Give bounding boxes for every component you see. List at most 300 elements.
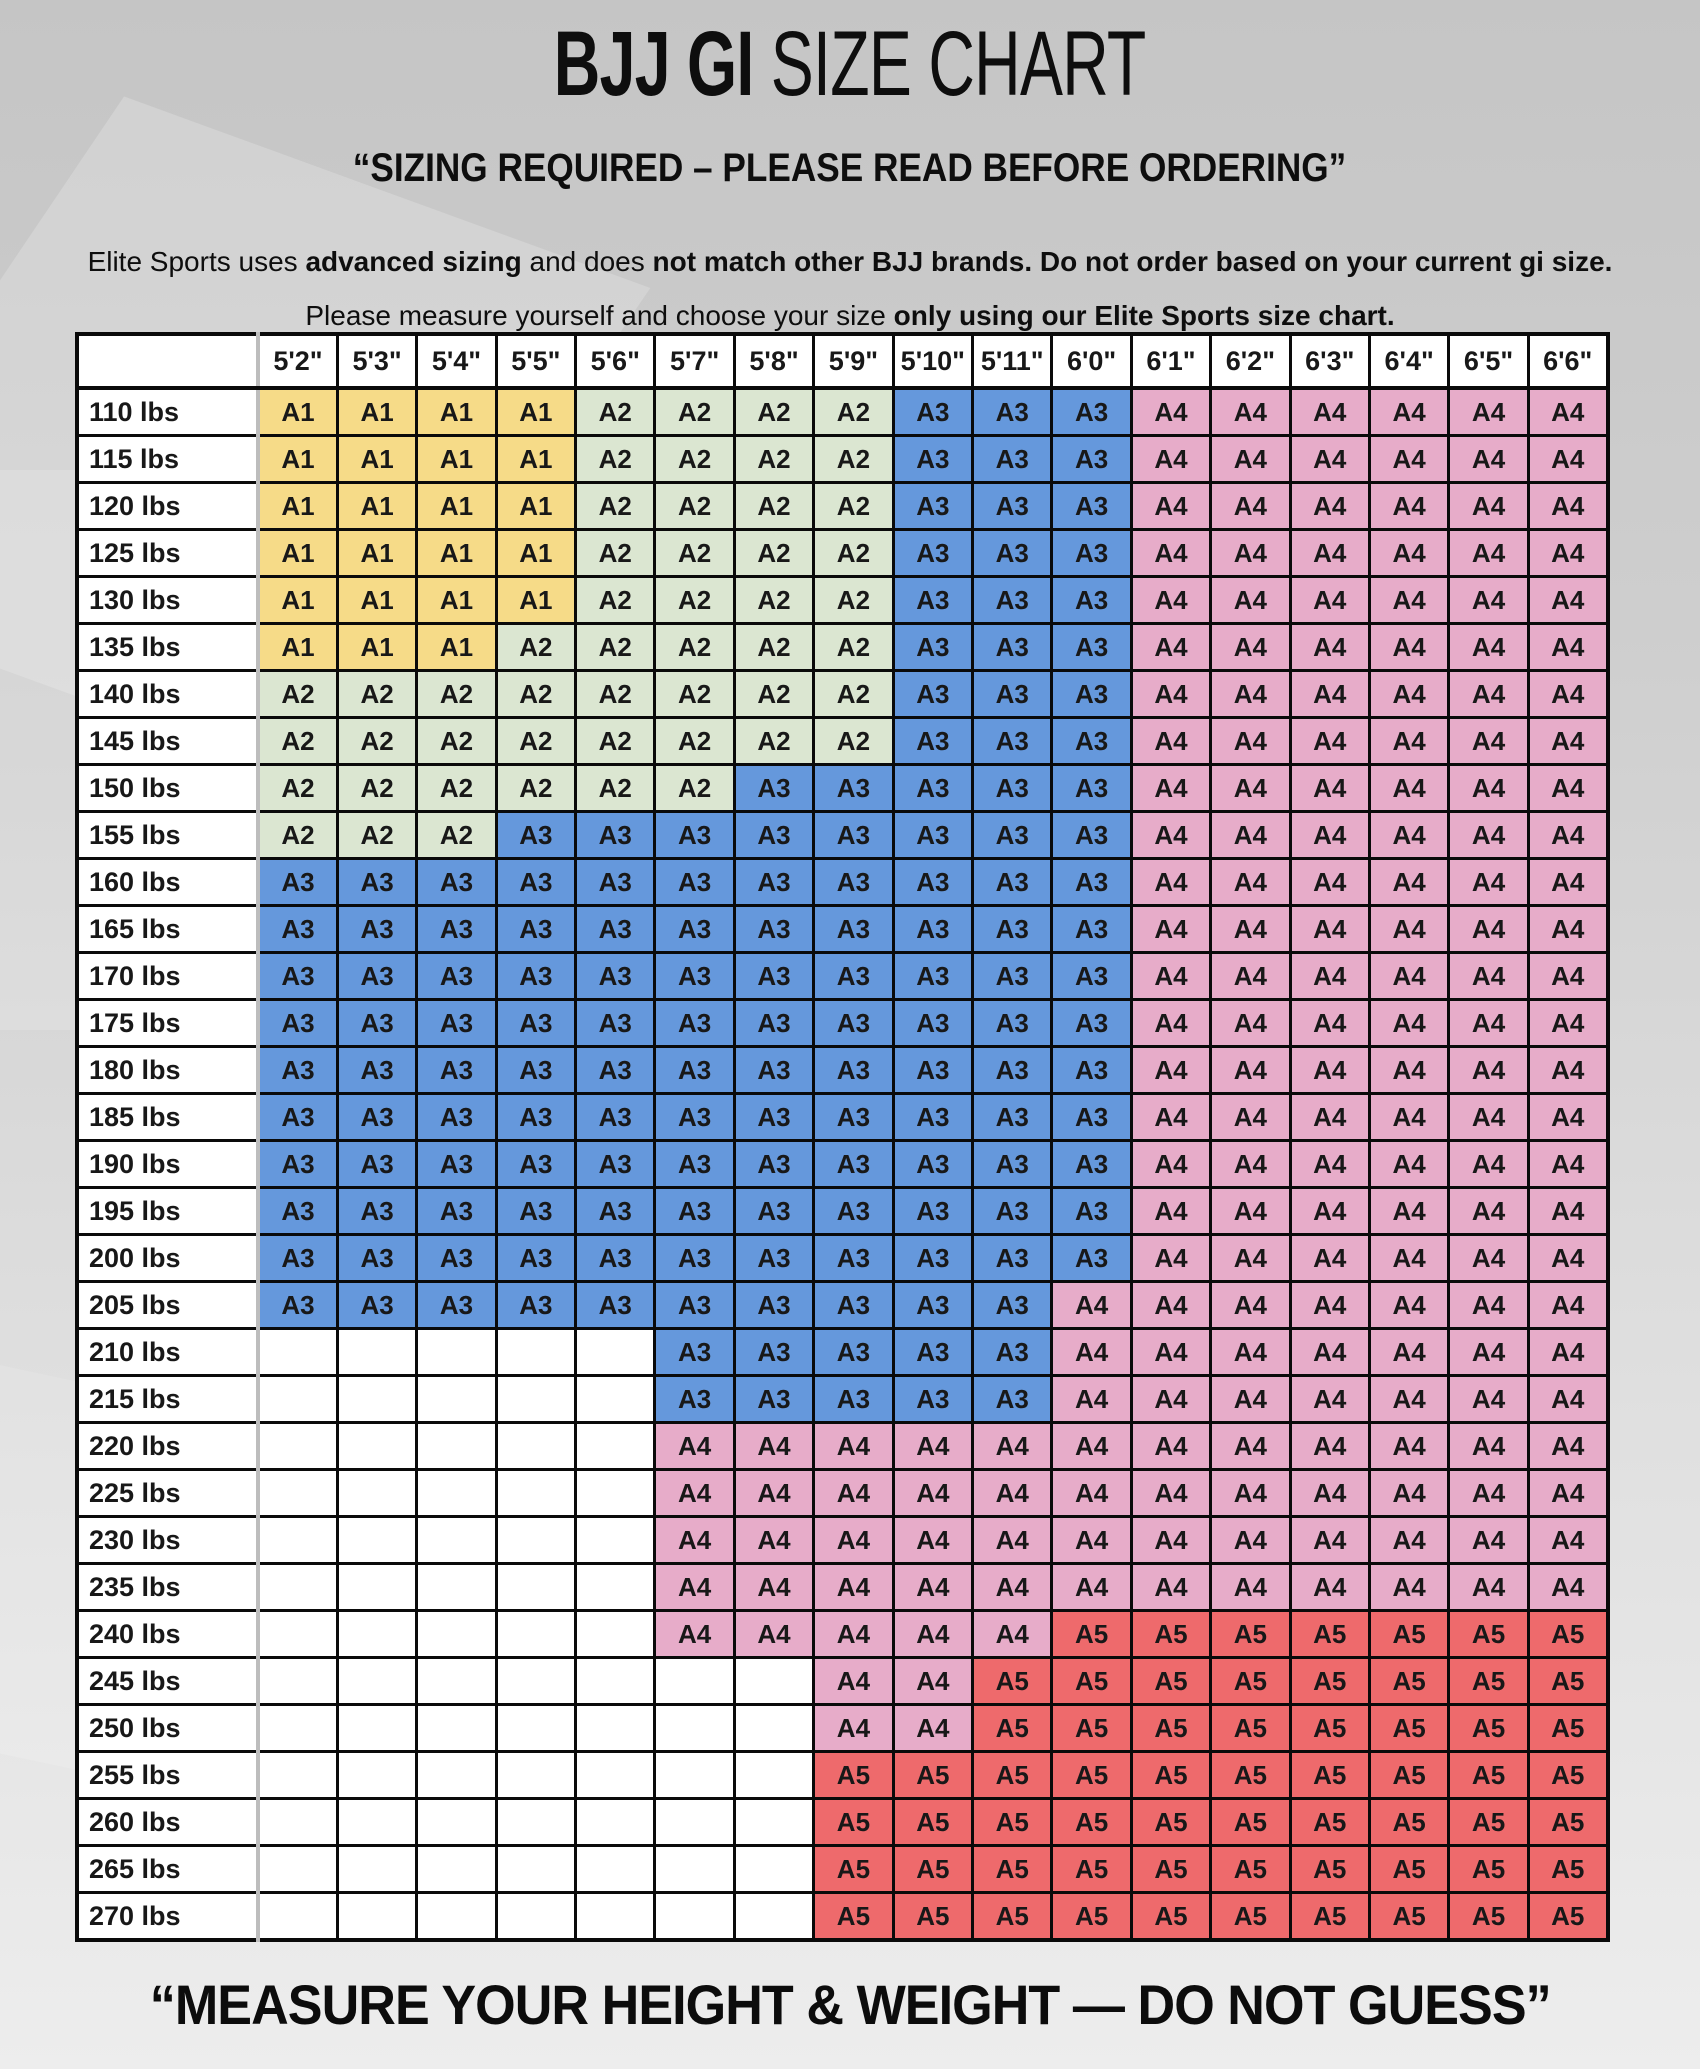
size-cell-a3: A3	[734, 812, 813, 859]
size-cell-a3: A3	[337, 1188, 416, 1235]
weight-row	[77, 1470, 1608, 1517]
size-cell-a3: A3	[655, 1376, 734, 1423]
intro-text-segment: Please measure yourself and choose your size	[305, 300, 894, 331]
size-cell-a4: A4	[1290, 1047, 1369, 1094]
height-header-cell: 5'9"	[814, 334, 893, 388]
weight-row	[77, 1564, 1608, 1611]
weight-label-cell: 250 lbs	[77, 1705, 258, 1752]
size-cell-a4: A4	[1211, 1188, 1290, 1235]
size-cell-empty	[734, 1705, 813, 1752]
size-cell-a2: A2	[258, 812, 337, 859]
height-header-cell: 5'10"	[893, 334, 972, 388]
size-cell-a3: A3	[337, 1235, 416, 1282]
weight-row	[77, 1235, 1608, 1282]
size-cell-a2: A2	[576, 483, 655, 530]
size-cell-a3: A3	[496, 1047, 575, 1094]
size-cell-a2: A2	[655, 530, 734, 577]
height-header-cell: 5'4"	[417, 334, 496, 388]
weight-row	[77, 1376, 1608, 1423]
size-cell-a1: A1	[417, 577, 496, 624]
size-cell-a5: A5	[814, 1846, 893, 1893]
size-cell-empty	[576, 1517, 655, 1564]
size-cell-a4: A4	[814, 1517, 893, 1564]
size-cell-a3: A3	[814, 1094, 893, 1141]
size-cell-empty	[576, 1564, 655, 1611]
size-cell-empty	[337, 1893, 416, 1941]
size-cell-a4: A4	[1528, 624, 1607, 671]
size-cell-a4: A4	[1449, 953, 1528, 1000]
size-cell-a3: A3	[337, 1282, 416, 1329]
size-cell-a4: A4	[814, 1658, 893, 1705]
size-cell-a3: A3	[814, 1329, 893, 1376]
size-cell-a3: A3	[893, 671, 972, 718]
size-cell-a2: A2	[576, 624, 655, 671]
size-cell-a3: A3	[734, 1329, 813, 1376]
size-cell-a4: A4	[1131, 624, 1210, 671]
size-cell-a4: A4	[1528, 1423, 1607, 1470]
size-cell-a2: A2	[417, 812, 496, 859]
size-cell-a4: A4	[1528, 1282, 1607, 1329]
size-cell-empty	[496, 1799, 575, 1846]
size-cell-a3: A3	[893, 1094, 972, 1141]
size-cell-a1: A1	[417, 436, 496, 483]
size-cell-a3: A3	[814, 1188, 893, 1235]
size-cell-a1: A1	[417, 530, 496, 577]
weight-row	[77, 1846, 1608, 1893]
size-cell-a3: A3	[973, 906, 1052, 953]
size-cell-a4: A4	[1211, 1000, 1290, 1047]
weight-row	[77, 624, 1608, 671]
size-cell-empty	[417, 1658, 496, 1705]
size-cell-a3: A3	[1052, 1141, 1131, 1188]
size-cell-a4: A4	[1211, 1047, 1290, 1094]
weight-row	[77, 1329, 1608, 1376]
size-cell-empty	[496, 1470, 575, 1517]
size-cell-a3: A3	[814, 953, 893, 1000]
size-cell-a3: A3	[337, 1000, 416, 1047]
weight-row	[77, 671, 1608, 718]
size-cell-a2: A2	[337, 671, 416, 718]
size-cell-a2: A2	[337, 765, 416, 812]
size-cell-a4: A4	[1290, 436, 1369, 483]
size-cell-a5: A5	[1131, 1799, 1210, 1846]
size-cell-a5: A5	[1528, 1658, 1607, 1705]
size-cell-a4: A4	[1211, 812, 1290, 859]
size-cell-empty	[417, 1799, 496, 1846]
size-cell-a4: A4	[655, 1564, 734, 1611]
size-cell-a4: A4	[1131, 1141, 1210, 1188]
size-cell-a4: A4	[973, 1423, 1052, 1470]
size-cell-a3: A3	[1052, 483, 1131, 530]
size-cell-a2: A2	[734, 718, 813, 765]
size-cell-a2: A2	[258, 765, 337, 812]
size-cell-a3: A3	[893, 577, 972, 624]
size-cell-a4: A4	[1369, 1517, 1448, 1564]
size-cell-a2: A2	[734, 577, 813, 624]
size-cell-empty	[337, 1752, 416, 1799]
size-cell-a5: A5	[1528, 1799, 1607, 1846]
size-cell-a4: A4	[1449, 718, 1528, 765]
size-cell-a4: A4	[1369, 1141, 1448, 1188]
size-cell-a4: A4	[973, 1611, 1052, 1658]
size-cell-a5: A5	[814, 1752, 893, 1799]
size-cell-a4: A4	[1211, 388, 1290, 436]
weight-label-cell: 205 lbs	[77, 1282, 258, 1329]
size-cell-a3: A3	[655, 953, 734, 1000]
size-cell-a3: A3	[973, 953, 1052, 1000]
size-cell-a3: A3	[734, 1094, 813, 1141]
size-cell-a5: A5	[893, 1799, 972, 1846]
size-cell-a5: A5	[1369, 1705, 1448, 1752]
size-cell-a3: A3	[258, 906, 337, 953]
size-cell-a3: A3	[893, 1000, 972, 1047]
size-cell-empty	[417, 1705, 496, 1752]
size-cell-a4: A4	[1528, 1235, 1607, 1282]
size-cell-a4: A4	[1290, 671, 1369, 718]
size-cell-empty	[417, 1329, 496, 1376]
size-cell-a3: A3	[576, 1188, 655, 1235]
size-cell-empty	[417, 1423, 496, 1470]
weight-row	[77, 765, 1608, 812]
intro-text-segment: only using our Elite Sports size chart.	[893, 300, 1395, 331]
weight-label-cell: 190 lbs	[77, 1141, 258, 1188]
size-table-header	[77, 334, 1608, 388]
size-cell-a4: A4	[1290, 1329, 1369, 1376]
size-cell-a2: A2	[496, 765, 575, 812]
size-cell-a3: A3	[337, 953, 416, 1000]
size-cell-empty	[337, 1470, 416, 1517]
size-cell-a4: A4	[893, 1611, 972, 1658]
size-cell-a3: A3	[1052, 671, 1131, 718]
size-cell-a4: A4	[1449, 483, 1528, 530]
size-cell-a5: A5	[1052, 1658, 1131, 1705]
size-cell-a4: A4	[1211, 1423, 1290, 1470]
size-cell-a4: A4	[1528, 671, 1607, 718]
size-cell-a4: A4	[1449, 1235, 1528, 1282]
size-cell-a4: A4	[1369, 1000, 1448, 1047]
size-cell-a4: A4	[1131, 1423, 1210, 1470]
size-cell-empty	[576, 1846, 655, 1893]
size-cell-a4: A4	[1131, 1000, 1210, 1047]
size-cell-a3: A3	[893, 624, 972, 671]
size-cell-a1: A1	[258, 436, 337, 483]
size-cell-empty	[417, 1517, 496, 1564]
size-cell-a5: A5	[973, 1752, 1052, 1799]
size-cell-a4: A4	[973, 1470, 1052, 1517]
size-cell-a4: A4	[734, 1517, 813, 1564]
height-header-cell: 6'5"	[1449, 334, 1528, 388]
size-cell-a4: A4	[1528, 1517, 1607, 1564]
size-cell-a4: A4	[1131, 1235, 1210, 1282]
weight-row	[77, 1000, 1608, 1047]
size-cell-a5: A5	[1052, 1893, 1131, 1941]
size-cell-a5: A5	[1528, 1846, 1607, 1893]
size-cell-a2: A2	[655, 388, 734, 436]
size-cell-a3: A3	[417, 1235, 496, 1282]
size-cell-empty	[496, 1611, 575, 1658]
size-cell-a3: A3	[814, 765, 893, 812]
size-cell-a5: A5	[1528, 1705, 1607, 1752]
size-cell-a4: A4	[1528, 1188, 1607, 1235]
size-cell-a4: A4	[1290, 624, 1369, 671]
size-cell-a4: A4	[1211, 1094, 1290, 1141]
size-cell-a4: A4	[1290, 530, 1369, 577]
size-cell-a4: A4	[1131, 859, 1210, 906]
weight-label-cell: 245 lbs	[77, 1658, 258, 1705]
weight-label-cell: 195 lbs	[77, 1188, 258, 1235]
size-cell-a3: A3	[496, 812, 575, 859]
size-cell-a1: A1	[258, 624, 337, 671]
size-cell-a3: A3	[576, 953, 655, 1000]
size-cell-empty	[734, 1799, 813, 1846]
size-cell-a2: A2	[258, 718, 337, 765]
size-cell-a3: A3	[258, 1047, 337, 1094]
size-cell-a4: A4	[1369, 1188, 1448, 1235]
size-cell-a4: A4	[734, 1611, 813, 1658]
size-cell-a3: A3	[258, 1282, 337, 1329]
height-header-cell: 5'11"	[973, 334, 1052, 388]
size-cell-a4: A4	[1449, 1470, 1528, 1517]
weight-label-cell: 260 lbs	[77, 1799, 258, 1846]
size-cell-a3: A3	[1052, 530, 1131, 577]
size-cell-empty	[337, 1376, 416, 1423]
weight-row	[77, 483, 1608, 530]
size-cell-a4: A4	[1449, 1282, 1528, 1329]
size-cell-a2: A2	[576, 577, 655, 624]
size-cell-a3: A3	[417, 859, 496, 906]
size-cell-a5: A5	[893, 1846, 972, 1893]
size-cell-empty	[496, 1752, 575, 1799]
size-cell-a4: A4	[1369, 859, 1448, 906]
weight-label-cell: 265 lbs	[77, 1846, 258, 1893]
size-cell-a2: A2	[337, 718, 416, 765]
size-cell-a4: A4	[1211, 624, 1290, 671]
size-cell-a3: A3	[496, 1000, 575, 1047]
size-cell-a3: A3	[973, 1047, 1052, 1094]
size-cell-a3: A3	[734, 1047, 813, 1094]
size-cell-a4: A4	[1449, 1188, 1528, 1235]
size-cell-a5: A5	[814, 1799, 893, 1846]
size-cell-a2: A2	[734, 671, 813, 718]
size-cell-a2: A2	[814, 388, 893, 436]
height-header-cell: 5'5"	[496, 334, 575, 388]
weight-label-cell: 125 lbs	[77, 530, 258, 577]
size-cell-a3: A3	[655, 1188, 734, 1235]
size-cell-a2: A2	[814, 483, 893, 530]
weight-row	[77, 1752, 1608, 1799]
size-cell-a4: A4	[1211, 765, 1290, 812]
weight-label-cell: 170 lbs	[77, 953, 258, 1000]
size-cell-a3: A3	[258, 859, 337, 906]
size-cell-empty	[576, 1799, 655, 1846]
intro-line-1	[0, 246, 1700, 278]
size-cell-a3: A3	[734, 1188, 813, 1235]
size-cell-empty	[337, 1705, 416, 1752]
size-cell-a4: A4	[1211, 953, 1290, 1000]
size-cell-empty	[337, 1517, 416, 1564]
weight-row	[77, 1094, 1608, 1141]
size-cell-a3: A3	[973, 388, 1052, 436]
size-cell-a4: A4	[1211, 1376, 1290, 1423]
size-cell-a2: A2	[576, 765, 655, 812]
size-cell-empty	[734, 1893, 813, 1941]
page-title	[0, 13, 1700, 115]
size-cell-a3: A3	[734, 765, 813, 812]
size-cell-a5: A5	[1528, 1893, 1607, 1941]
size-cell-a4: A4	[1449, 530, 1528, 577]
size-cell-a1: A1	[496, 577, 575, 624]
size-cell-empty	[655, 1752, 734, 1799]
size-cell-a4: A4	[814, 1564, 893, 1611]
size-cell-a4: A4	[1449, 388, 1528, 436]
size-cell-empty	[258, 1517, 337, 1564]
size-cell-a4: A4	[1290, 577, 1369, 624]
size-cell-a3: A3	[655, 859, 734, 906]
size-cell-a4: A4	[973, 1564, 1052, 1611]
size-cell-a4: A4	[1528, 483, 1607, 530]
size-cell-a3: A3	[734, 1282, 813, 1329]
size-cell-a4: A4	[1131, 1470, 1210, 1517]
size-cell-empty	[655, 1705, 734, 1752]
size-cell-a2: A2	[655, 765, 734, 812]
size-cell-a4: A4	[1369, 1564, 1448, 1611]
size-cell-a4: A4	[1131, 812, 1210, 859]
size-cell-a5: A5	[893, 1893, 972, 1941]
size-cell-a2: A2	[576, 530, 655, 577]
size-cell-a4: A4	[1369, 436, 1448, 483]
size-cell-empty	[337, 1611, 416, 1658]
size-cell-a3: A3	[814, 1047, 893, 1094]
size-cell-empty	[417, 1893, 496, 1941]
weight-label-cell: 135 lbs	[77, 624, 258, 671]
size-cell-a5: A5	[1449, 1893, 1528, 1941]
size-cell-empty	[496, 1329, 575, 1376]
size-cell-a4: A4	[1369, 483, 1448, 530]
size-cell-a4: A4	[1528, 859, 1607, 906]
size-cell-a4: A4	[893, 1423, 972, 1470]
size-cell-a3: A3	[496, 1282, 575, 1329]
size-cell-empty	[496, 1893, 575, 1941]
size-cell-a3: A3	[337, 859, 416, 906]
weight-label-cell: 155 lbs	[77, 812, 258, 859]
size-cell-a3: A3	[893, 1329, 972, 1376]
size-cell-a2: A2	[814, 718, 893, 765]
size-cell-a5: A5	[1052, 1752, 1131, 1799]
size-cell-a3: A3	[973, 483, 1052, 530]
size-cell-a4: A4	[1052, 1329, 1131, 1376]
weight-label-cell: 150 lbs	[77, 765, 258, 812]
size-cell-a3: A3	[1052, 1094, 1131, 1141]
size-cell-a3: A3	[814, 1141, 893, 1188]
size-cell-a4: A4	[1528, 1564, 1607, 1611]
size-cell-a4: A4	[814, 1423, 893, 1470]
size-cell-a1: A1	[417, 388, 496, 436]
size-cell-a4: A4	[1211, 1141, 1290, 1188]
size-cell-a4: A4	[1290, 1517, 1369, 1564]
size-cell-a3: A3	[496, 1141, 575, 1188]
size-cell-a2: A2	[417, 765, 496, 812]
size-cell-empty	[655, 1658, 734, 1705]
size-cell-a3: A3	[417, 1047, 496, 1094]
size-cell-a4: A4	[973, 1517, 1052, 1564]
size-cell-a4: A4	[893, 1517, 972, 1564]
size-cell-a3: A3	[893, 1376, 972, 1423]
weight-row	[77, 1282, 1608, 1329]
size-cell-a4: A4	[1052, 1517, 1131, 1564]
size-cell-a3: A3	[734, 953, 813, 1000]
size-cell-a4: A4	[1290, 812, 1369, 859]
size-cell-a3: A3	[1052, 1235, 1131, 1282]
size-cell-a5: A5	[1131, 1611, 1210, 1658]
size-cell-a2: A2	[576, 671, 655, 718]
size-cell-a5: A5	[1449, 1846, 1528, 1893]
size-cell-a3: A3	[973, 1376, 1052, 1423]
size-cell-a3: A3	[417, 1141, 496, 1188]
size-cell-a3: A3	[1052, 906, 1131, 953]
size-cell-a3: A3	[893, 859, 972, 906]
size-cell-a3: A3	[893, 530, 972, 577]
size-cell-a4: A4	[1528, 1094, 1607, 1141]
size-cell-a5: A5	[973, 1846, 1052, 1893]
size-cell-empty	[417, 1470, 496, 1517]
weight-label-cell: 120 lbs	[77, 483, 258, 530]
size-cell-empty	[576, 1705, 655, 1752]
weight-label-cell: 210 lbs	[77, 1329, 258, 1376]
size-cell-a4: A4	[1369, 1470, 1448, 1517]
size-cell-a5: A5	[1290, 1705, 1369, 1752]
corner-cell	[77, 334, 258, 388]
size-cell-a4: A4	[1528, 906, 1607, 953]
size-cell-a5: A5	[1369, 1799, 1448, 1846]
size-cell-a5: A5	[1369, 1893, 1448, 1941]
size-cell-a4: A4	[1369, 577, 1448, 624]
size-cell-a4: A4	[1528, 1047, 1607, 1094]
size-cell-a5: A5	[1449, 1658, 1528, 1705]
weight-label-cell: 140 lbs	[77, 671, 258, 718]
size-cell-a2: A2	[814, 436, 893, 483]
size-cell-a4: A4	[1369, 624, 1448, 671]
size-cell-a4: A4	[734, 1470, 813, 1517]
size-cell-empty	[734, 1658, 813, 1705]
size-cell-a4: A4	[655, 1517, 734, 1564]
size-cell-a3: A3	[973, 718, 1052, 765]
size-cell-empty	[496, 1564, 575, 1611]
size-cell-a4: A4	[1369, 1423, 1448, 1470]
size-cell-a4: A4	[1449, 624, 1528, 671]
size-cell-a3: A3	[1052, 812, 1131, 859]
size-cell-a3: A3	[576, 1000, 655, 1047]
height-header-cell: 6'0"	[1052, 334, 1131, 388]
weight-label-cell: 225 lbs	[77, 1470, 258, 1517]
size-cell-empty	[576, 1893, 655, 1941]
size-cell-a3: A3	[496, 1235, 575, 1282]
size-cell-a4: A4	[1369, 718, 1448, 765]
size-cell-a3: A3	[973, 1094, 1052, 1141]
size-cell-a5: A5	[1052, 1705, 1131, 1752]
size-cell-a4: A4	[1449, 671, 1528, 718]
size-cell-a4: A4	[655, 1423, 734, 1470]
weight-row	[77, 388, 1608, 436]
size-cell-a4: A4	[1211, 436, 1290, 483]
size-cell-a5: A5	[1290, 1658, 1369, 1705]
size-cell-a4: A4	[1290, 388, 1369, 436]
size-cell-a3: A3	[893, 1047, 972, 1094]
size-cell-a1: A1	[496, 530, 575, 577]
size-cell-empty	[417, 1846, 496, 1893]
size-cell-a5: A5	[1290, 1799, 1369, 1846]
weight-row	[77, 1423, 1608, 1470]
size-cell-a4: A4	[1131, 765, 1210, 812]
